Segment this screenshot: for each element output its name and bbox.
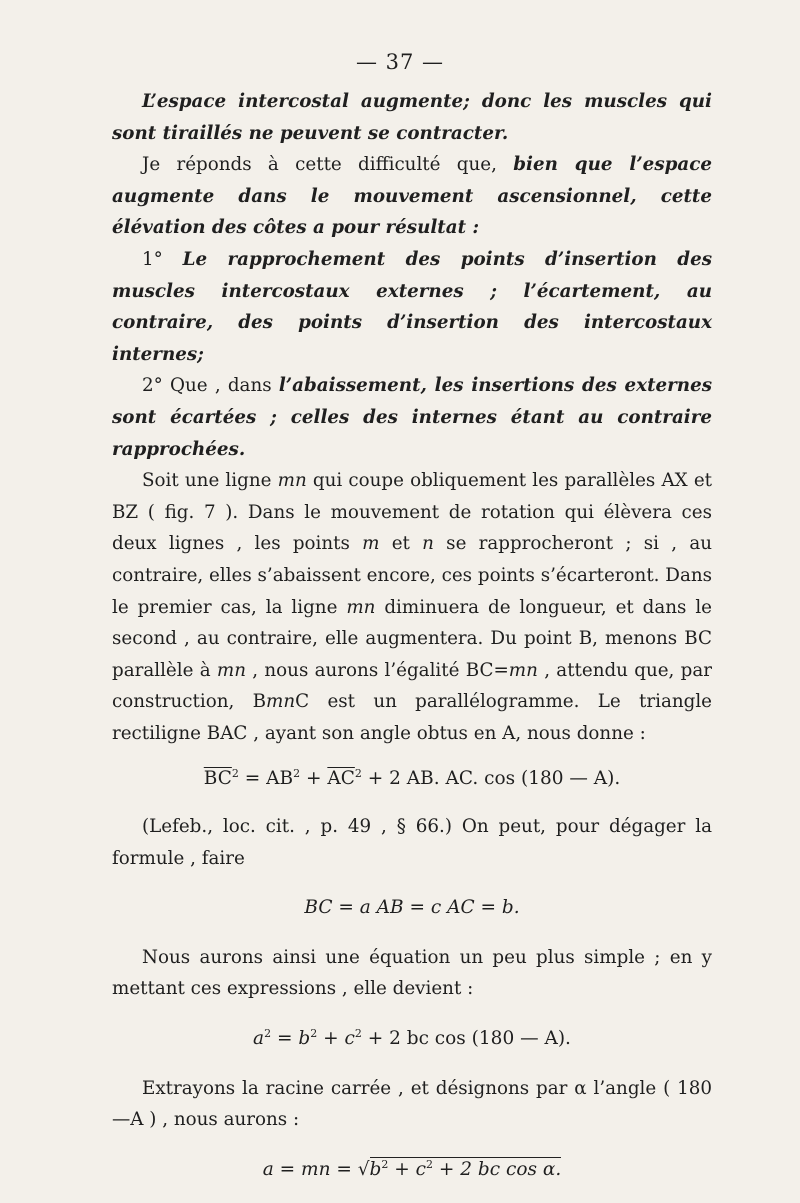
paragraph-simplify	[112, 942, 712, 1005]
equation-substitution	[112, 892, 712, 924]
point-1-text: Le rapprochement des points d’insertion des muscles intercostaux externes ; l’écartement, au contraire, des points d’insertion des intercostaux internes;	[112, 248, 712, 365]
equation-law-of-cosines	[112, 763, 712, 795]
eq1-exp-1: 2	[231, 767, 239, 781]
geometry-text-8: C est un parallélogramme. Le triangle rectiligne BAC , ayant son angle obtus en A, nous donne :	[112, 691, 712, 744]
geometry-var-mn-3: mn	[216, 659, 247, 681]
geometry-text-6: , nous aurons l’égalité BC=	[246, 659, 509, 681]
geometry-text-1: Soit une ligne	[142, 470, 278, 492]
eq3-exp-1: 2	[264, 1027, 272, 1041]
reply-emphasis: bien que l’espace augmente dans le mouvement ascensionnel, cette élévation des côtes a pour résultat :	[112, 154, 712, 239]
geometry-text-4: se rapprocheront ; si , au contraire, elles s’abaissent encore, ces points s’écarteront. Dans le premier cas, la ligne	[112, 533, 712, 618]
equation-simplified	[112, 1023, 712, 1055]
objection-text: L’espace intercostal augmente; donc les muscles qui sont tiraillés ne peuvent se contracter.	[112, 91, 712, 144]
eq4-exp-2: 2	[426, 1157, 434, 1171]
eq1-plus: +	[300, 768, 328, 790]
eq3-b: = b	[271, 1028, 311, 1050]
paragraph-geometry	[112, 465, 712, 749]
eq1-exp-3: 2	[354, 767, 362, 781]
point-1-number: 1°	[142, 248, 183, 270]
paragraph-point-2	[112, 370, 712, 465]
equation-final	[112, 1154, 712, 1186]
body-text	[112, 86, 712, 1203]
eq2-text: BC = a AB = c AC = b.	[304, 897, 520, 919]
eq4-b: b	[369, 1158, 382, 1180]
paragraph-point-1	[112, 244, 712, 370]
eq1-exp-2: 2	[293, 767, 301, 781]
simplify-text: Nous aurons ainsi une équation un peu plus simple ; en y mettant ces expressions , elle devient :	[112, 946, 712, 1000]
reply-intro: Je réponds à cette difficulté que,	[142, 154, 514, 176]
reference-text: (Lefeb., loc. cit. , p. 49 , § 66.) On peut, pour dégager la formule , faire	[112, 816, 712, 869]
eq3-rest: + 2 bc cos (180 — A).	[361, 1028, 571, 1050]
geometry-var-mn-2: mn	[346, 596, 376, 618]
point-2-text: l’abaissement, les insertions des externes sont écartées ; celles des internes étant au contraire rapprochées.	[112, 375, 712, 460]
eq1-bc: $\overline{BC}$	[203, 768, 232, 790]
paragraph-reply	[112, 149, 712, 244]
geometry-text-7: , attendu que, par construction, B	[112, 659, 712, 713]
eq4-exp-1: 2	[381, 1157, 389, 1171]
eq1-rest: + 2 AB. AC. cos (180 — A).	[361, 768, 621, 790]
geometry-text-2: qui coupe obliquement les parallèles AX et BZ ( fig. 7 ). Dans le mouvement de rotation qui élèvera ces deux lignes , les points	[112, 470, 712, 555]
geometry-text-5: diminuera de longueur, et dans le second , au contraire, elle augmentera. Du point B, menons BC parallèle à	[112, 596, 712, 681]
geometry-var-mn: mn	[277, 470, 307, 492]
paragraph-objection	[112, 86, 712, 149]
eq1-ac: $\overline{AC}$	[327, 768, 355, 790]
geometry-var-n: n	[422, 533, 434, 555]
geometry-var-mn-4: mn	[508, 659, 538, 681]
radical-sign: √	[357, 1158, 370, 1180]
radicand	[370, 1157, 562, 1180]
eq3-exp-3: 2	[354, 1027, 362, 1041]
page-number: — 37 —	[355, 50, 445, 74]
paragraph-reference	[112, 811, 712, 874]
point-2-number: 2° Que , dans	[142, 375, 279, 397]
eq1-ab: = AB	[238, 768, 294, 790]
eq4-rest: + 2 bc cos α.	[433, 1158, 562, 1180]
square-root-text: Extrayons la racine carrée , et désignons par α l’angle ( 180—A ) , nous aurons :	[112, 1077, 712, 1131]
eq4-lhs: a = mn =	[262, 1158, 358, 1180]
eq3-a: a	[253, 1028, 265, 1050]
geometry-var-mn-5: mn	[266, 691, 296, 713]
paragraph-square-root	[112, 1073, 712, 1136]
eq3-exp-2: 2	[310, 1027, 318, 1041]
geometry-var-m: m	[362, 533, 380, 555]
eq4-c: + c	[388, 1158, 427, 1180]
geometry-text-3: et	[379, 533, 423, 555]
eq3-c: + c	[317, 1028, 355, 1050]
